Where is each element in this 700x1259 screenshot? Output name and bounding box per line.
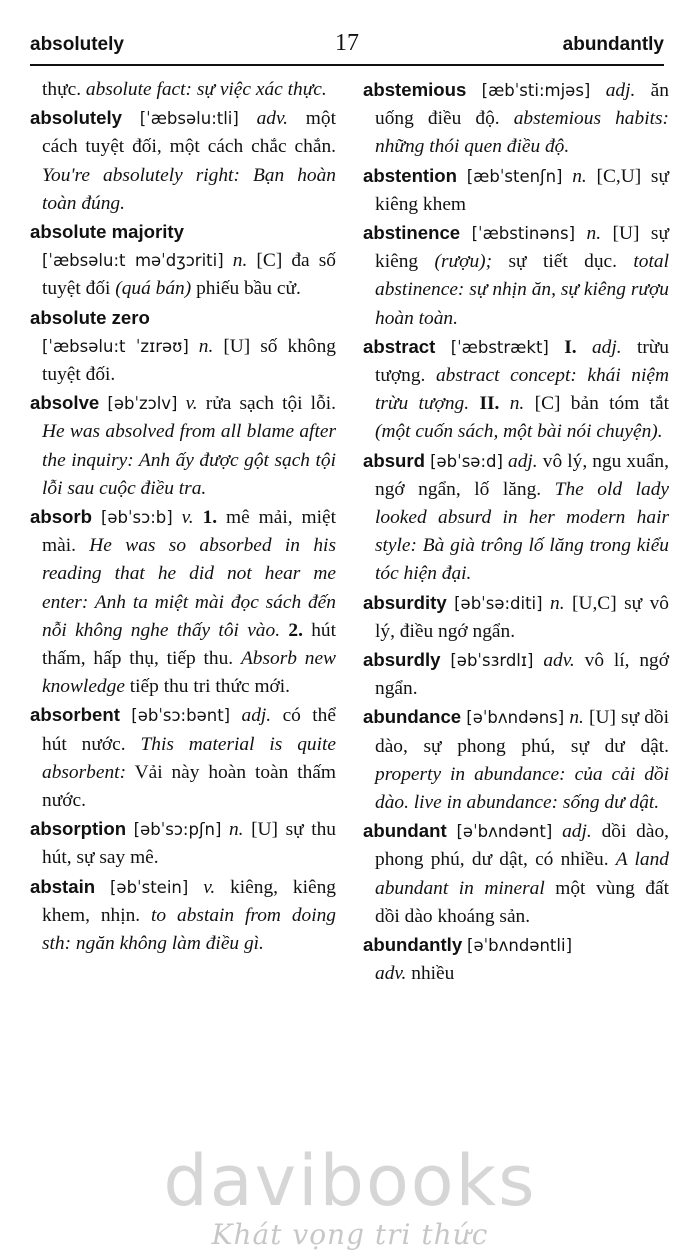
page-number: 17 (335, 30, 359, 56)
entry-abstemious: abstemious [æbˈsti:mjəs] adj. ăn uống điều độ. abstemious habits: những thói quen điều độ. (363, 79, 669, 158)
entry-abstinence: abstinence [ˈæbstinəns] n. [U] sự kiêng (rượu); sự tiết dục. total abstinence: sự nhịn ăn, sự kiêng rượu hoàn toàn. (363, 222, 669, 329)
entry-abstention: abstention [æbˈstenʃn] n. [C,U] sự kiêng khem (363, 164, 669, 215)
entry-abundant: abundant [əˈbʌndənt] adj. dồi dào, phong phú, dư dật, có nhiều. A land abundant in mineral một vùng đất dồi dào khoáng sản. (363, 820, 669, 927)
watermark-tagline: Khát vọng tri thức (211, 1218, 489, 1251)
page-header (30, 30, 664, 66)
left-column (30, 76, 336, 958)
entry-absorb: absorb [əbˈsɔ:b] v. 1. mê mải, miệt mài. He was so absorbed in his reading that he did not hear me enter: Anh ta miệt mài đọc sách đến nỗi không nghe thấy tôi vào. 2. hút thấm, hấp thụ, tiếp thu. Absorb new knowledge tiếp thu tri thức mới. (30, 506, 337, 698)
entry-continuation: thực. absolute fact: sự việc xác thực. (42, 79, 327, 100)
entry-absolute-zero: absolute zero [ˈæbsəlu:t ˈzɪrəʊ] n. [U] số không tuyệt đối. (30, 306, 336, 386)
entry-absurd: absurd [əbˈsə:d] adj. vô lý, ngu xuẩn, ngớ ngẩn, lố lăng. The old lady looked absurd in her modern hair style: Bà già trông lố lăng trong kiểu tóc hiện đại. (363, 449, 669, 585)
entry-abstain: abstain [əbˈstein] v. kiêng, kiêng khem, nhịn. to abstain from doing sth: ngăn không làm điều gì. (30, 875, 336, 955)
entry-abundantly: abundantly [əˈbʌndəntli] adv. nhiều (363, 934, 573, 985)
entry-absolve: absolve [əbˈzɔlv] v. rửa sạch tội lỗi. He was absolved from all blame after the inquiry: Anh ấy được gột sạch tội lỗi sau cuộc điều tra. (30, 392, 336, 499)
entry-abstract: abstract [ˈæbstrækt] I. adj. trừu tượng. abstract concept: khái niệm trừu tượng. II. n. [C] bản tóm tắt (một cuốn sách, một bài nói chuyện). (363, 335, 670, 443)
entry-absorbent: absorbent [əbˈsɔ:bənt] adj. có thể hút nước. This material is quite absorbent: Vải này hoàn toàn thấm nước. (30, 704, 337, 812)
entry-absolute-majority: absolute majority [ˈæbsəlu:t məˈdʒɔriti] n. [C] đa số tuyệt đối (quá bán) phiếu bầu cử. (30, 221, 337, 300)
right-guide-word: abundantly (562, 34, 664, 55)
entry-absorption: absorption [əbˈsɔ:pʃn] n. [U] sự thu hút, sự say mê. (30, 818, 336, 869)
right-column (363, 76, 669, 989)
entry-absurdity: absurdity [əbˈsə:diti] n. [U,C] sự vô lý, điều ngớ ngẩn. (363, 591, 669, 642)
entry-absurdly: absurdly [əbˈsɜrdlɪ] adv. vô lí, ngớ ngẩn. (363, 649, 670, 700)
entry-abundance: abundance [əˈbʌndəns] n. [U] sự dồi dào, sự phong phú, sự dư dật. property in abundance: của cải dồi dào. live in abundance: sống dư dật. (363, 706, 669, 814)
watermark-logo: davibooks (163, 1140, 537, 1222)
left-guide-word: absolutely (30, 34, 124, 55)
entry-absolutely: absolutely [ˈæbsəlu:tli] adv. một cách tuyệt đối, một cách chắc chắn. You're absolutely right: Bạn hoàn toàn đúng. (30, 107, 336, 214)
